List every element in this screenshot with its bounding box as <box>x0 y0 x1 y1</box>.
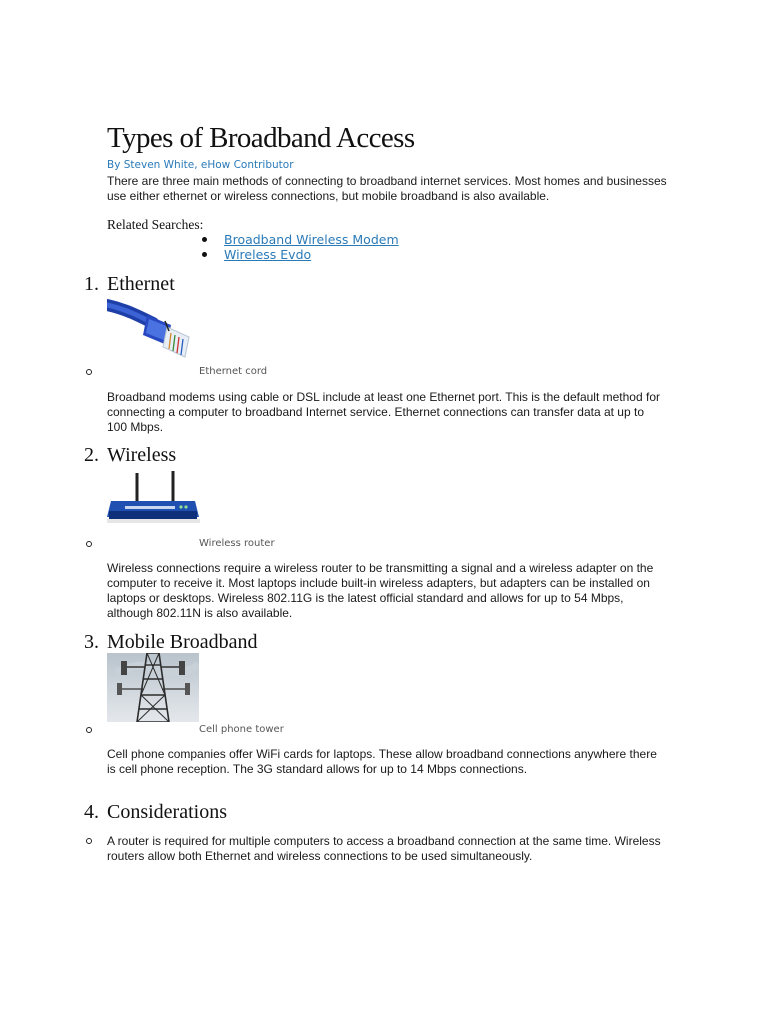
section-text-ethernet: Broadband modems using cable or DSL include at least one Ethernet port. This is the default method for connecting a computer to broadband Internet service. Ethernet connections can transfer data at up to 100 Mbps. <box>107 390 660 434</box>
section-title: Wireless <box>107 444 177 466</box>
section-text-considerations: A router is required for multiple computers to access a broadband connection at the same time. Wireless routers allow both Ethernet and wireless connections to be used simultaneously. <box>107 834 661 863</box>
section-heading-mobile-broadband <box>84 631 258 654</box>
wireless-router-image <box>107 467 200 523</box>
bullet-icon <box>202 237 207 242</box>
article-title: Types of Broadband Access <box>107 122 415 154</box>
section-title: Mobile Broadband <box>107 631 258 653</box>
section-number: 4. <box>84 801 99 823</box>
section-number: 3. <box>84 631 99 653</box>
cell-tower-image <box>107 653 199 722</box>
section-number: 2. <box>84 444 99 466</box>
circle-bullet-icon <box>86 541 92 547</box>
image-caption: Ethernet cord <box>199 366 268 377</box>
ethernet-cable-icon <box>107 297 194 363</box>
ethernet-cable-image <box>107 297 194 363</box>
section-number: 1. <box>84 273 99 295</box>
article-intro: There are three main methods of connecting to broadband internet services. Most homes and businesses use either ethernet or wireless connections, but mobile broadband is also available. <box>107 174 667 203</box>
cell-tower-icon <box>107 653 199 722</box>
circle-bullet-icon <box>86 727 92 733</box>
related-link-broadband-wireless-modem[interactable]: Broadband Wireless Modem <box>224 232 399 247</box>
section-text-wireless: Wireless connections require a wireless router to be transmitting a signal and a wireless adapter on the computer to receive it. Most laptops include built-in wireless adapters, but adapters can be installed on laptops or desktops. Wireless 802.11G is the latest official standard and allows for up to 54 Mbps, although 802.11N is also available. <box>107 561 654 620</box>
wireless-router-icon <box>107 467 200 523</box>
related-searches-label: Related Searches: <box>107 217 204 232</box>
image-caption: Cell phone tower <box>199 724 284 735</box>
author-byline[interactable]: By Steven White, eHow Contributor <box>107 159 294 171</box>
circle-bullet-icon <box>86 369 92 375</box>
section-title: Considerations <box>107 801 227 823</box>
bullet-icon <box>202 252 207 257</box>
section-heading-considerations <box>84 801 227 824</box>
section-title: Ethernet <box>107 273 175 295</box>
section-text-mobile-broadband: Cell phone companies offer WiFi cards for laptops. These allow broadband connections anywhere there is cell phone reception. The 3G standard allows for up to 14 Mbps connections. <box>107 747 657 776</box>
related-link-wireless-evdo[interactable]: Wireless Evdo <box>224 247 312 262</box>
section-heading-wireless <box>84 444 176 467</box>
circle-bullet-icon <box>86 838 92 844</box>
section-heading-ethernet <box>84 273 175 296</box>
image-caption: Wireless router <box>199 538 275 549</box>
